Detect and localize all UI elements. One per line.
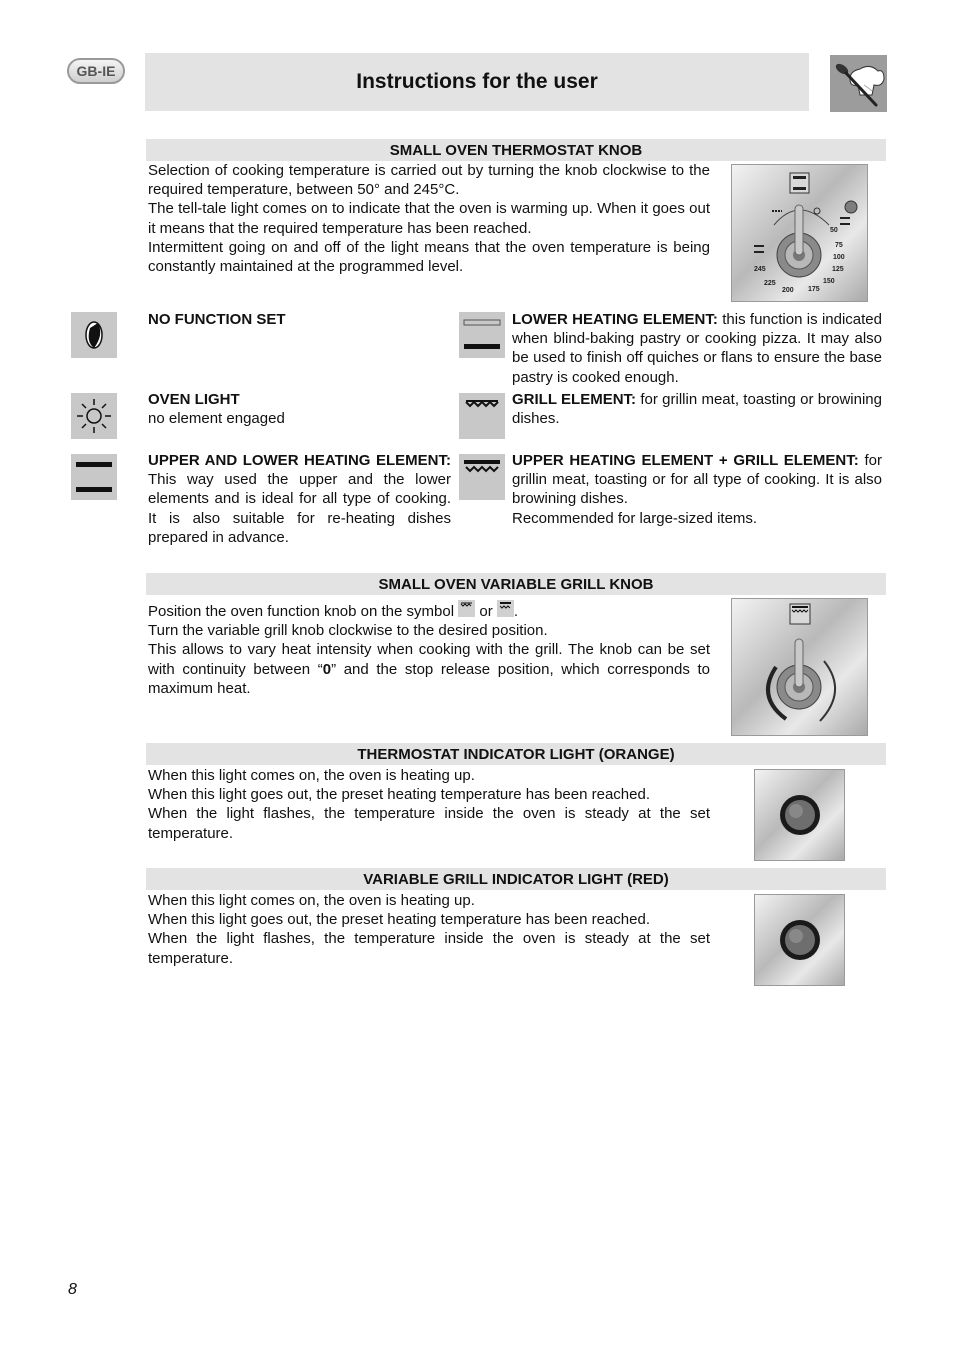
upper-grill-symbol-icon [497, 600, 514, 617]
page-number: 8 [68, 1281, 77, 1298]
grill-element-text [512, 390, 882, 428]
function-description: This way used the upper and the lower elements and is ideal for all type of cooking. It is also suitable for re-heating dishes prepared in advance. [148, 471, 451, 546]
header-bar [145, 53, 809, 111]
text-fragment: This allows to vary heat intensity when cooking with the grill. The knob can be set with continuity between “ [148, 641, 710, 678]
function-description: this function is indicated when blind-baking pastry or cooking pizza. It may also be used to finish off quiches or flans to ensure the base pastry is cooked enough. [512, 311, 882, 386]
section-heading-grill-light: VARIABLE GRILL INDICATOR LIGHT (RED) [146, 868, 886, 890]
function-title: LOWER HEATING ELEMENT: [512, 311, 718, 328]
upper-grill-icon [459, 454, 505, 500]
function-title: UPPER AND LOWER HEATING ELEMENT: [148, 452, 451, 469]
paragraph: When this light goes out, the preset heating temperature has been reached. [148, 911, 650, 929]
thermostat-light-text [148, 766, 710, 843]
grill-knob-image [731, 598, 868, 736]
grill-element-icon [459, 393, 505, 439]
thermostat-knob-text [148, 161, 710, 276]
section-heading-thermostat-knob: SMALL OVEN THERMOSTAT KNOB [146, 139, 886, 161]
chef-icon [830, 55, 887, 112]
paragraph: When this light comes on, the oven is heating up. [148, 767, 475, 784]
dial-label: 100 [833, 254, 845, 261]
dial-label: 225 [764, 280, 776, 287]
paragraph: When this light goes out, the preset heating temperature has been reached. [148, 786, 650, 804]
oven-light-icon [71, 393, 117, 439]
upper-grill-text [512, 451, 882, 528]
thermostat-light-image [754, 769, 845, 861]
dial-label: 245 [754, 266, 766, 273]
paragraph: When this light comes on, the oven is heating up. [148, 892, 475, 909]
paragraph: Selection of cooking temperature is carried out by turning the knob clockwise to the required temperature, between 50° and 245°C. [148, 162, 710, 199]
function-description: no element engaged [148, 410, 285, 428]
dial-label: 50 [830, 227, 838, 234]
text-fragment: . [513, 603, 519, 620]
function-description: for grillin meat, toasting or for all type of cooking. It is also browining dishes. [512, 452, 882, 508]
dial-label: 75 [835, 242, 843, 249]
function-title: GRILL ELEMENT: [512, 391, 637, 408]
text-fragment: 0 [322, 660, 332, 678]
section-heading-grill-knob: SMALL OVEN VARIABLE GRILL KNOB [146, 573, 886, 595]
function-description: Recommended for large-sized items. [512, 509, 758, 527]
function-description: for grillin meat, toasting or browining dishes. [512, 391, 882, 428]
grill-light-image [754, 894, 845, 986]
paragraph: Intermittent going on and off of the light means that the oven temperature is being constantly maintained at the programmed level. [148, 238, 710, 276]
grill-light-text [148, 891, 710, 968]
language-badge: GB-IE [67, 58, 125, 84]
page-title: Instructions for the user [356, 70, 598, 93]
lower-heating-text [512, 310, 882, 387]
no-function-icon [71, 312, 117, 358]
function-title: OVEN LIGHT [148, 391, 240, 408]
upper-lower-text [148, 451, 451, 547]
dial-label: 150 [823, 278, 835, 285]
upper-lower-heating-icon [71, 454, 117, 500]
function-title: UPPER HEATING ELEMENT + GRILL ELEMENT: [512, 452, 859, 469]
function-title: NO FUNCTION SET [148, 311, 286, 328]
lower-heating-icon [459, 312, 505, 358]
text-fragment: ” and the stop release position, which corresponds to maximum heat. [148, 660, 710, 697]
paragraph: When the light flashes, the temperature inside the oven is steady at the set temperature. [148, 930, 710, 967]
paragraph: Turn the variable grill knob clockwise to the desired position. [148, 622, 548, 640]
paragraph: When the light flashes, the temperature inside the oven is steady at the set temperature. [148, 805, 710, 842]
text-fragment: or [475, 603, 497, 620]
paragraph: The tell-tale light comes on to indicate that the oven is warming up. When it goes out it means that the required temperature has been reached. [148, 200, 710, 237]
dial-label: 200 [782, 287, 794, 294]
thermostat-knob-image [731, 164, 868, 302]
grill-symbol-icon [458, 600, 475, 617]
text-fragment: Position the oven function knob on the symbol [148, 603, 459, 620]
no-function-text [148, 310, 451, 329]
grill-knob-text [148, 600, 710, 698]
dial-label: 175 [808, 286, 820, 293]
oven-light-text [148, 390, 451, 428]
dial-label: 125 [832, 266, 844, 273]
section-heading-thermostat-light: THERMOSTAT INDICATOR LIGHT (ORANGE) [146, 743, 886, 765]
